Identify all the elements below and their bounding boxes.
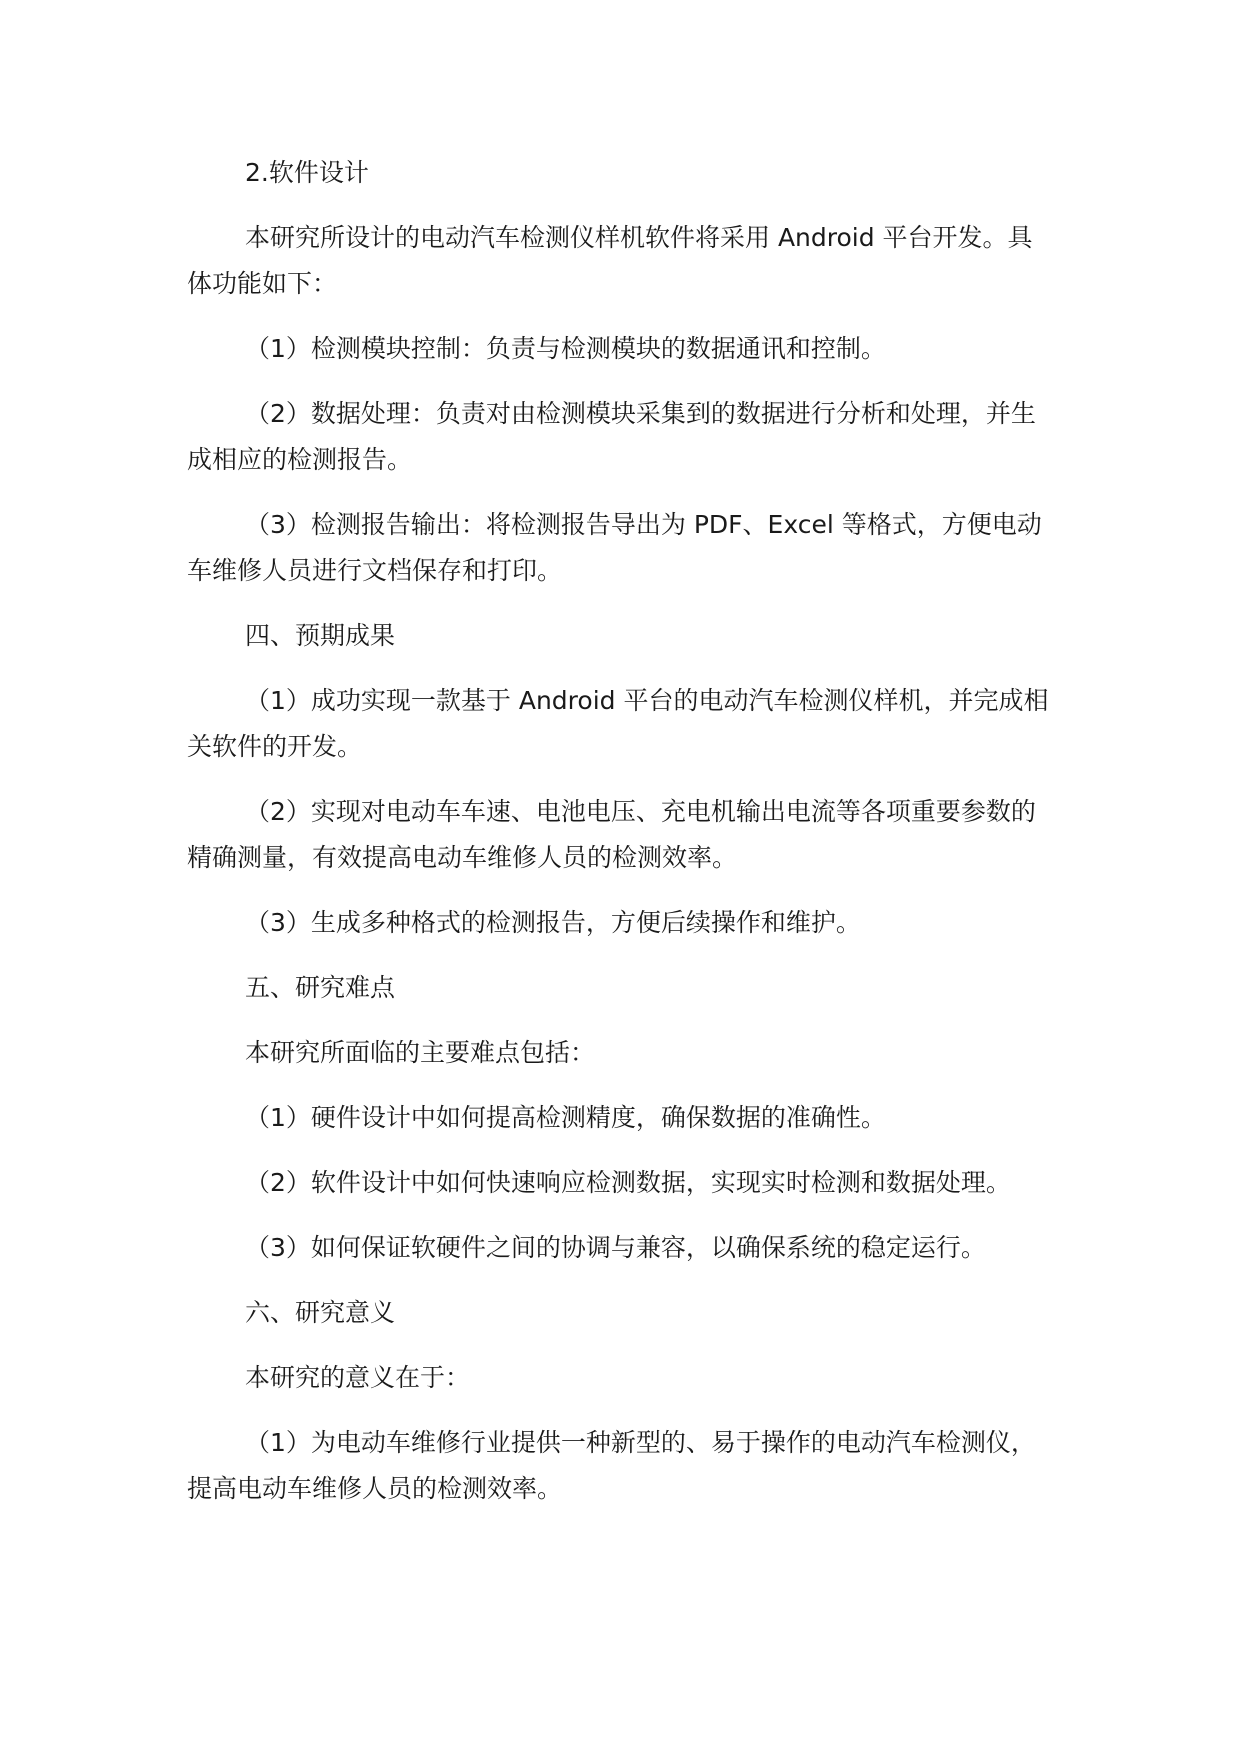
software-intro-paragraph: 本研究所设计的电动汽车检测仪样机软件将采用 Android 平台开发。具体功能如下： <box>187 223 1033 298</box>
list-item: （1）为电动车维修行业提供一种新型的、易于操作的电动汽车检测仪，提高电动车维修人员的检测效率。 <box>187 1428 1036 1503</box>
list-item: （3）生成多种格式的检测报告，方便后续操作和维护。 <box>245 908 861 937</box>
section-heading-software-design: 2.软件设计 <box>245 158 369 187</box>
list-item: （2）软件设计中如何快速响应检测数据，实现实时检测和数据处理。 <box>245 1168 1011 1197</box>
significance-intro-paragraph: 本研究的意义在于： <box>245 1363 471 1392</box>
list-item: （2）实现对电动车车速、电池电压、充电机输出电流等各项重要参数的精确测量，有效提高电动车维修人员的检测效率。 <box>187 797 1036 872</box>
section-heading-expected-results: 四、预期成果 <box>245 621 396 650</box>
list-item: （3）检测报告输出：将检测报告导出为 PDF、Excel 等格式，方便电动车维修人员进行文档保存和打印。 <box>187 510 1042 585</box>
section-heading-research-significance: 六、研究意义 <box>245 1298 396 1327</box>
list-item: （1）成功实现一款基于 Android 平台的电动汽车检测仪样机，并完成相关软件的开发。 <box>187 686 1049 761</box>
section-heading-research-difficulties: 五、研究难点 <box>245 973 396 1002</box>
document-body <box>187 150 1057 1531</box>
list-item: （1）硬件设计中如何提高检测精度，确保数据的准确性。 <box>245 1103 886 1132</box>
list-item: （3）如何保证软硬件之间的协调与兼容，以确保系统的稳定运行。 <box>245 1233 986 1262</box>
list-item: （2）数据处理：负责对由检测模块采集到的数据进行分析和处理，并生成相应的检测报告。 <box>187 399 1036 474</box>
difficulties-intro-paragraph: 本研究所面临的主要难点包括： <box>245 1038 596 1067</box>
list-item: （1）检测模块控制：负责与检测模块的数据通讯和控制。 <box>245 334 886 363</box>
